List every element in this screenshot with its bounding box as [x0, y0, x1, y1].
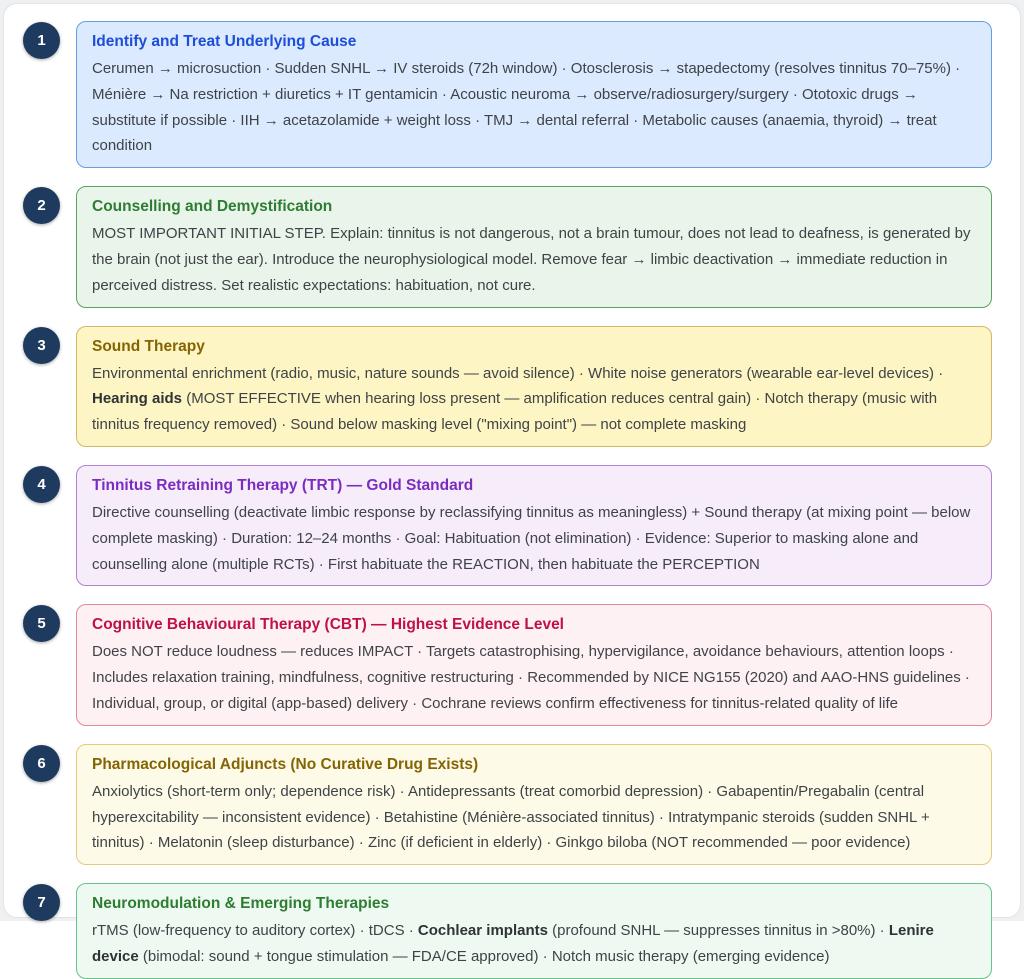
section-card — [76, 326, 992, 447]
section-body: Does NOT reduce loudness — reduces IMPACT · Targets catastrophising, hypervigilance, avoidance behaviours, attention loops · Includes relaxation training, mindfulness, cognitive restructuring · Recommended by NICE NG155 (2020) and AAO-HNS guidelines · Individual, group, or digital (app-based) delivery · Cochrane reviews confirm effectiveness for tinnitus-related quality of life — [92, 643, 970, 712]
section-title: Neuromodulation & Emerging Therapies — [92, 895, 390, 913]
section-title: Pharmacological Adjuncts (No Curative Drug Exists) — [92, 755, 479, 773]
section-title: Counselling and Demystification — [92, 198, 333, 216]
section-card — [76, 465, 992, 586]
section-body: Anxiolytics (short-term only; dependence risk) · Antidepressants (treat comorbid depression) · Gabapentin/Pregabalin (central hyperexcitability — inconsistent evidence) · Betahistine (Ménière-associated tinnitus) · Intratympanic steroids (sudden SNHL + tinnitus) · Melatonin (sleep disturbance) · Zinc (if deficient in elderly) · Ginkgo biloba (NOT recommended — poor evidence) — [92, 782, 930, 852]
step-number-badge: 6 — [23, 745, 60, 782]
step-number-badge: 4 — [23, 466, 60, 503]
steps-list — [23, 21, 992, 979]
section-body: Directive counselling (deactivate limbic response by reclassifying tinnitus as meaningless) + Sound therapy (at mixing point — below complete masking) · Duration: 12–24 months · Goal: Habituation (not elimination) · Evidence: Superior to masking alone and counselling alone (multiple RCTs) · First habituate the REACTION, then habituate the PERCEPTION — [92, 503, 971, 573]
step-number-badge: 7 — [23, 884, 60, 921]
section-card — [76, 883, 992, 979]
section-title: Sound Therapy — [92, 337, 205, 355]
step-number-badge: 3 — [23, 327, 60, 364]
step-row — [23, 744, 992, 865]
step-number-badge: 2 — [23, 187, 60, 224]
step-number-badge: 1 — [23, 22, 60, 59]
section-card — [76, 21, 992, 168]
section-body: Environmental enrichment (radio, music, nature sounds — avoid silence) · White noise generators (wearable ear-level devices) · Hearing aids (MOST EFFECTIVE when hearing loss present — amplification reduces central gain) · Notch therapy (music with tinnitus frequency removed) · Sound below masking level ("mixing point") — not complete masking — [92, 364, 944, 434]
section-card — [76, 186, 992, 307]
section-title: Identify and Treat Underlying Cause — [92, 33, 357, 50]
section-title: Tinnitus Retraining Therapy (TRT) — Gold Standard — [92, 476, 474, 494]
step-row — [23, 465, 992, 586]
step-row — [23, 21, 992, 168]
section-body: rTMS (low-frequency to auditory cortex) · tDCS · Cochlear implants (profound SNHL — suppresses tinnitus in >80%) · Lenire device (bimodal: sound + tongue stimulation — FDA/CE approved) · Notch music therapy (emerging evidence) — [92, 922, 934, 965]
content-card — [3, 3, 1021, 965]
section-body: Cerumen → microsuction · Sudden SNHL → IV steroids (72h window) · Otosclerosis → stapedectomy (resolves tinnitus 70–75%) · Ménière → Na restriction + diuretics + IT gentamicin · Acoustic neuroma → observe/radiosurgery/surgery · Ototoxic drugs → substitute if possible · IIH → acetazolamide + weight loss · TMJ → dental referral · Metabolic causes (anaemia, thyroid) → treat condition — [92, 60, 961, 155]
step-number-badge: 5 — [23, 605, 60, 642]
section-title: Cognitive Behavioural Therapy (CBT) — Highest Evidence Level — [92, 616, 564, 634]
section-card — [76, 604, 992, 725]
step-row — [23, 326, 992, 447]
step-row — [23, 883, 992, 979]
section-body: MOST IMPORTANT INITIAL STEP. Explain: tinnitus is not dangerous, not a brain tumour, does not lead to deafness, is generated by the brain (not just the ear). Introduce the neurophysiological model. Remove fear → limbic deactivation → immediate reduction in perceived distress. Set realistic expectations: habituation, not cure. — [92, 225, 971, 294]
section-card — [76, 744, 992, 865]
step-row — [23, 604, 992, 725]
step-row — [23, 186, 992, 307]
